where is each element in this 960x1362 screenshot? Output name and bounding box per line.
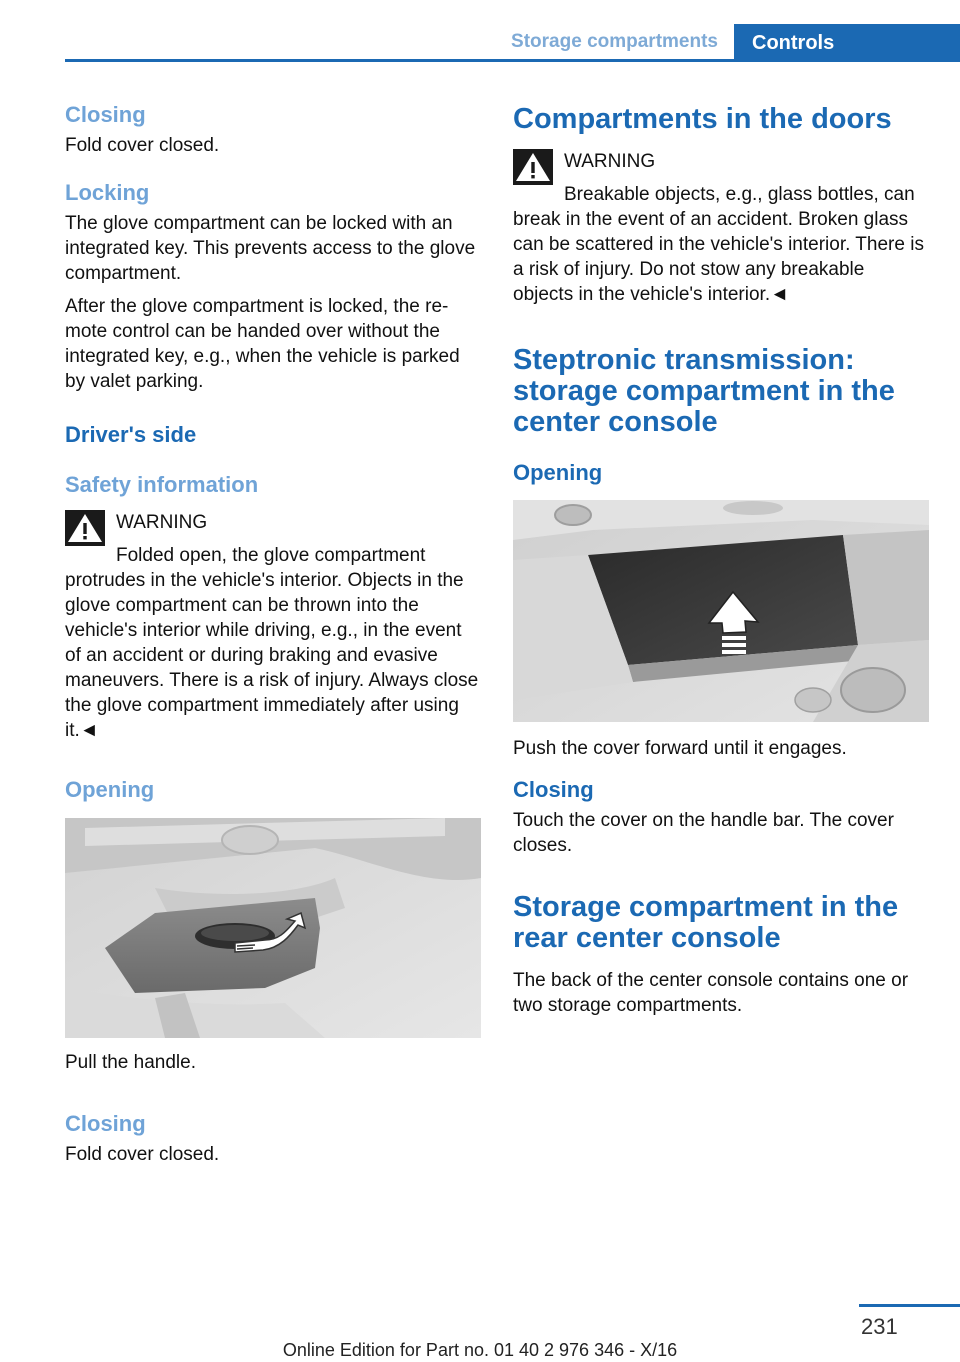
- locking-paragraph-2: After the glove compartment is locked, the re-mote control can be handed over without the integrated key, e.g., when the vehicle is parked by valet parking.: [65, 296, 460, 392]
- warning-text: Folded open, the glove compartment protrudes in the vehicle's interior. Objects in the glove compartment can be thrown into the vehicle's interior while driving, e.g., in the event of an accident or during braking and evasive maneuvers. There is a risk of injury. Always close the glove compartment immediately after using it.◄: [65, 545, 479, 741]
- closing-text-right: Touch the cover on the handle bar. The cover closes.: [513, 810, 894, 856]
- safety-information-heading: Safety information: [65, 472, 259, 497]
- locking-paragraph-1: The glove compartment can be locked with an integrated key. This prevents access to the glove compartment.: [65, 213, 476, 284]
- rear-console-heading: Storage compartment in the rear center console: [513, 891, 899, 954]
- warning-block: [65, 510, 481, 743]
- push-cover-text: Push the cover forward until it engages.: [513, 738, 847, 759]
- closing-text-2: Fold cover closed.: [65, 1144, 220, 1165]
- closing-text: Fold cover closed.: [65, 135, 220, 156]
- right-column: [513, 100, 929, 1018]
- warning-label: WARNING: [564, 151, 656, 172]
- warning-label: WARNING: [116, 512, 208, 533]
- warning-text-doors: Breakable objects, e.g., glass bottles, can break in the event of an accident. Broken glass can be scattered in the vehicle's interior. There is a risk of injury. Do not stow any breakable objects in the vehicle's interior.◄: [513, 184, 924, 305]
- locking-heading: Locking: [65, 180, 150, 205]
- closing-heading-2: Closing: [65, 1111, 146, 1136]
- glove-compartment-opening-image: [65, 818, 481, 1038]
- header-chapter-tab: Controls: [734, 24, 960, 62]
- warning-triangle-icon: [65, 510, 105, 546]
- drivers-side-heading: Driver's side: [65, 422, 197, 447]
- rear-console-text: The back of the center console contains one or two storage compartments.: [513, 970, 909, 1016]
- page-header: [65, 24, 960, 62]
- steptronic-heading: Steptronic transmission: storage compartment in the center console: [513, 344, 895, 438]
- page-number: 231: [861, 1314, 898, 1339]
- pull-handle-text: Pull the handle.: [65, 1052, 196, 1073]
- left-column: [65, 100, 481, 1167]
- center-console-compartment-image: [513, 500, 929, 722]
- header-section-title: Storage compartments: [511, 31, 718, 52]
- closing-heading-right: Closing: [513, 777, 594, 802]
- compartments-doors-heading: Compartments in the doors: [513, 103, 892, 135]
- footer-rule: [859, 1304, 960, 1307]
- edition-footer: Online Edition for Part no. 01 40 2 976 346 - X/16: [282, 1340, 678, 1360]
- warning-triangle-icon: [513, 149, 553, 185]
- opening-heading: Opening: [65, 777, 155, 802]
- warning-block-doors: [513, 149, 929, 307]
- opening-heading-right: Opening: [513, 460, 603, 485]
- closing-heading: Closing: [65, 102, 146, 127]
